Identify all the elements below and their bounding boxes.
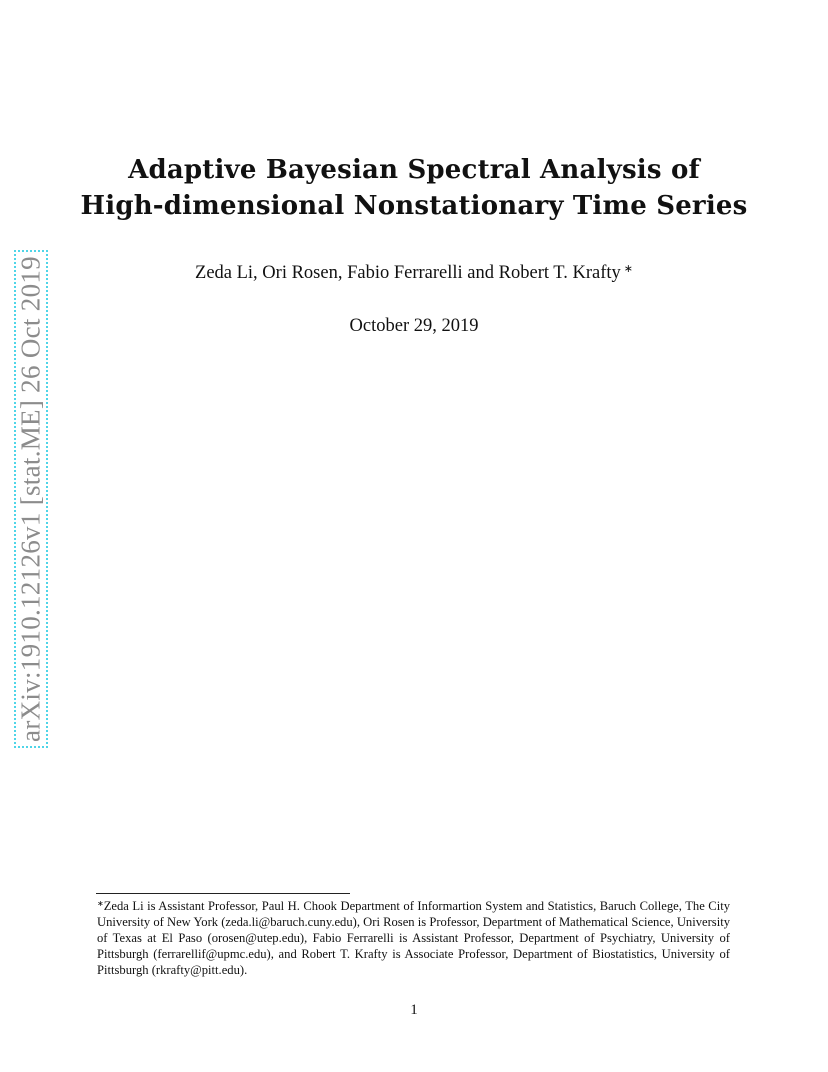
affiliation-footnote (97, 896, 730, 978)
page-number: 1 (410, 1002, 418, 1018)
footnote-text: Zeda Li is Assistant Professor, Paul H. Chook Department of Informartion System and Statistics, Baruch College, The City University of New York (zeda.li@baruch.cuny.edu), Ori Rosen is Professor, Department of Mathematical Science, University of Texas at El Paso (orosen@utep.edu), Fabio Ferrarelli is Assistant Professor, Department of Psychiatry, University of Pittsburgh (ferrarellif@upmc.edu), and Robert T. Krafty is Associate Professor, Department of Biostatistics, University of Pittsburgh (rkrafty@pitt.edu). (97, 899, 730, 977)
footnote-mark: ∗ (97, 899, 104, 908)
authors-text: Zeda Li, Ori Rosen, Fabio Ferrarelli and Robert T. Krafty (195, 263, 621, 283)
author-footnote-mark: ∗ (623, 263, 633, 275)
paper-date: October 29, 2019 (349, 316, 479, 336)
title-line-2: High-dimensional Nonstationary Time Series (80, 191, 748, 221)
arxiv-identifier[interactable]: arXiv:1910.12126v1 [stat.ME] 26 Oct 2019 (15, 256, 46, 742)
author-list (0, 262, 828, 284)
title-line-1: Adaptive Bayesian Spectral Analysis of (128, 155, 700, 185)
footnote-divider (96, 893, 350, 894)
paper-title (0, 152, 828, 224)
